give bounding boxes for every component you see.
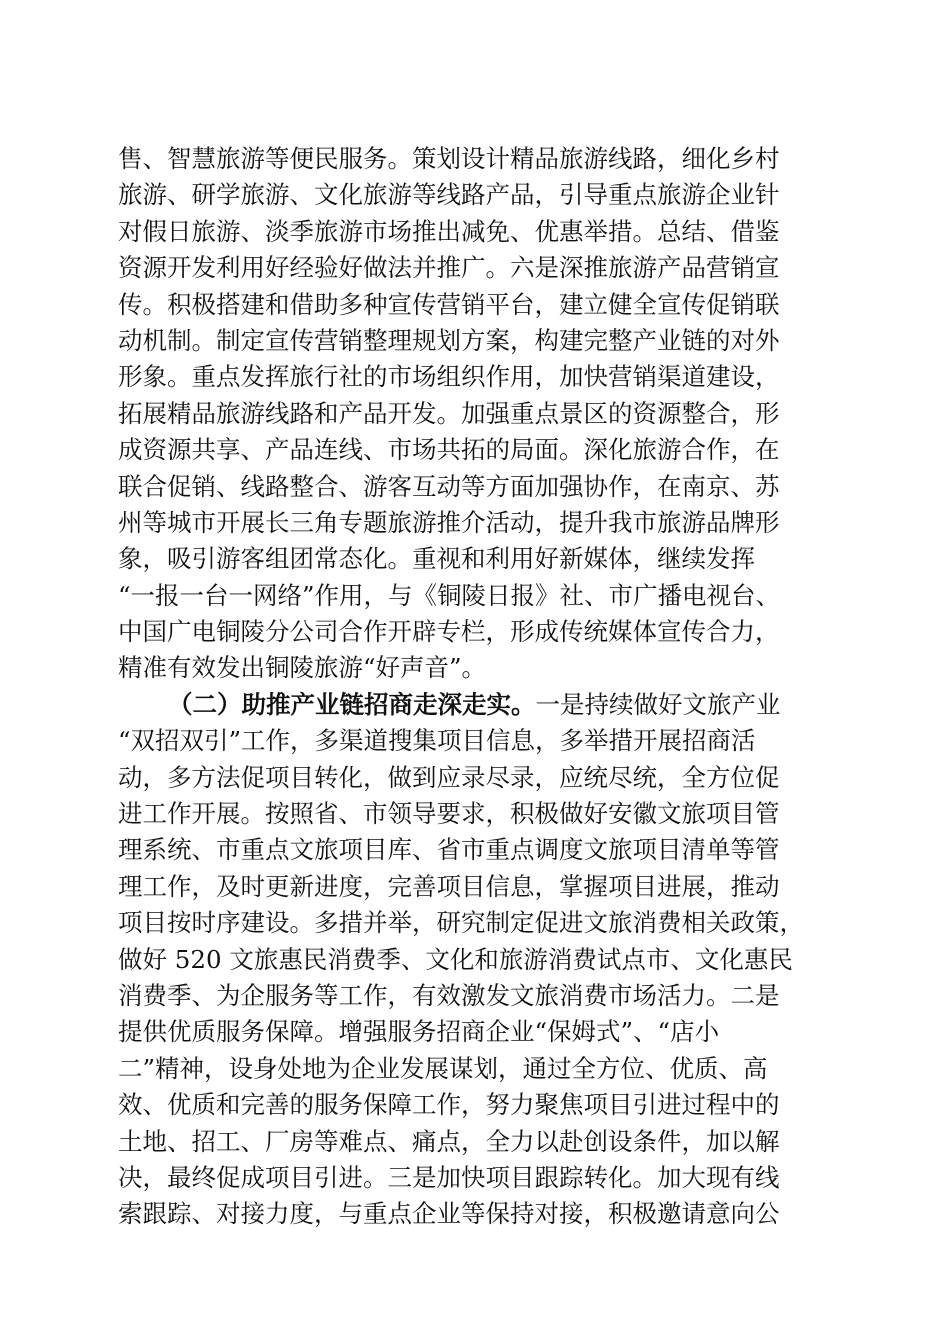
text-line: 成资源共享、产品连线、市场共拓的局面。深化旅游合作，在 xyxy=(118,435,780,465)
text-line: 中国广电铜陵分公司合作开辟专栏，形成传统媒体宣传合力， xyxy=(118,617,780,647)
section-heading-continuation: 一是持续做好文旅产业 xyxy=(535,689,781,719)
text-line: 决，最终促成项目引进。三是加快项目跟踪转化。加大现有线 xyxy=(118,1162,780,1192)
text-line: 土地、招工、厂房等难点、痛点，全力以赴创设条件，加以解 xyxy=(118,1126,780,1156)
text-line: 动，多方法促项目转化，做到应录尽录，应统尽统，全方位促 xyxy=(118,762,780,792)
text-line: 象，吸引游客组团常态化。重视和利用好新媒体，继续发挥 xyxy=(118,544,755,574)
text-line: “双招双引”工作，多渠道搜集项目信息，多举措开展招商活 xyxy=(118,726,756,756)
text-line: 售、智慧旅游等便民服务。策划设计精品旅游线路，细化乡村 xyxy=(118,144,780,173)
text-line: 资源开发利用好经验好做法并推广。六是深推旅游产品营销宣 xyxy=(118,253,780,283)
text-line: 旅游、研学旅游、文化旅游等线路产品，引导重点旅游企业针 xyxy=(118,180,780,210)
text-line: 进工作开展。按照省、市领导要求，积极做好安徽文旅项目管 xyxy=(118,799,780,829)
text-line: 精准有效发出铜陵旅游“好声音”。 xyxy=(118,653,487,683)
text-line: 形象。重点发挥旅行社的市场组织作用，加快营销渠道建设， xyxy=(118,362,780,392)
text-line: 项目按时序建设。多措并举，研究制定促进文旅消费相关政策， xyxy=(118,908,804,938)
text-line: 理工作，及时更新进度，完善项目信息，掌握项目进展，推动 xyxy=(118,871,780,901)
section-heading-line xyxy=(118,687,858,723)
text-line: 理系统、市重点文旅项目库、省市重点调度文旅项目清单等管 xyxy=(118,835,780,865)
text-line: “一报一台一网络”作用，与《铜陵日报》社、市广播电视台、 xyxy=(118,580,781,610)
text-line: 效、优质和完善的服务保障工作，努力聚焦项目引进过程中的 xyxy=(118,1090,780,1120)
text-line: 拓展精品旅游线路和产品开发。加强重点景区的资源整合，形 xyxy=(118,398,780,428)
body-text xyxy=(118,141,858,1233)
text-line: 索跟踪、对接力度，与重点企业等保持对接，积极邀请意向公 xyxy=(118,1199,780,1229)
text-line: 对假日旅游、淡季旅游市场推出减免、优惠举措。总结、借鉴 xyxy=(118,216,780,246)
text-line: 二”精神，设身处地为企业发展谋划，通过全方位、优质、高 xyxy=(118,1053,768,1083)
text-line: 联合促销、线路整合、游客互动等方面加强协作，在南京、苏 xyxy=(118,471,780,501)
text-line: 传。积极搭建和借助多种宣传营销平台，建立健全宣传促销联 xyxy=(118,289,780,319)
text-line: 做好 520 文旅惠民消费季、文化和旅游消费试点市、文化惠民 xyxy=(118,944,793,974)
text-line: 消费季、为企服务等工作，有效激发文旅消费市场活力。二是 xyxy=(118,980,780,1010)
text-line: 提供优质服务保障。增强服务招商企业“保姆式”、“店小 xyxy=(118,1017,720,1047)
section-heading: （二）助推产业链招商走深走实。 xyxy=(168,689,536,719)
text-line: 州等城市开展长三角专题旅游推介活动，提升我市旅游品牌形 xyxy=(118,507,780,537)
text-line: 动机制。制定宣传营销整理规划方案，构建完整产业链的对外 xyxy=(118,325,780,355)
